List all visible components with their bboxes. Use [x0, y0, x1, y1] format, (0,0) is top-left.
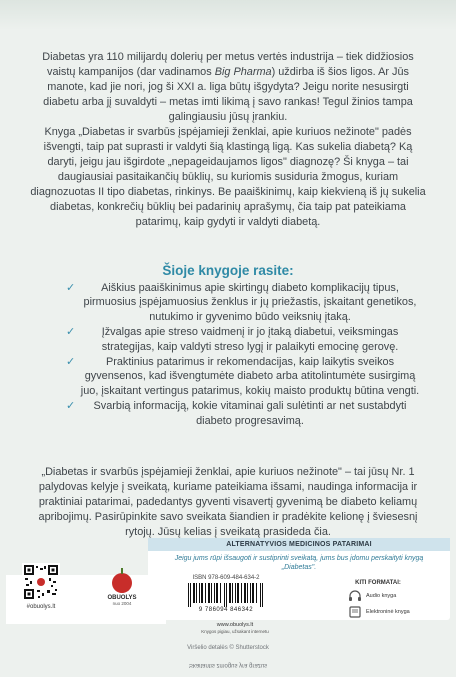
check-icon: ✓	[66, 355, 76, 369]
ebook-icon	[348, 606, 362, 618]
barcode-icon	[187, 583, 265, 607]
list-item: ✓ Įžvalgas apie streso vaidmenį ir jo įtaką diabetui, veiksmingas strategijas, kaip valdyti streso lygį ir palaikyti emocinę gerovę.	[66, 325, 399, 353]
format-item	[348, 590, 438, 602]
list-item: ✓ Svarbią informaciją, kokie vitaminai gali sulėtinti ar net sustabdyti diabeto progresavimą.	[66, 399, 407, 427]
description-paragraph: Knyga „Diabetas ir svarbūs įspėjamieji ženklai, apie kuriuos nežinote" padės išvengti, taip pat suprasti ir valdyti šią klastingą ligą. Kas sukelia diabetą? Ką daryti, jeigu jau išgirdote „nepageidaujamos ligos" diagnozę? Ši knyga – tai daugiausiai pasitaikančių būklių, su kuriomis susiduria žmogus, kuriam diagnozuotas II tipo diabetas, rinkinys. Be paaiškinimų, kaip kiekvieną iš jų sukelia diabetas, konkrečių būklių bei padarinių aprašymų, čia taip pat pateikiama patarimų, kaip gydyti ir valdyti diabetą.	[30, 126, 426, 228]
other-formats	[318, 580, 438, 618]
website-note: Knygos pigiau, užsakant internetu	[201, 629, 269, 634]
panel-header: ALTERNATYVIOS MEDICINOS PATARIMAI	[148, 538, 450, 551]
section-heading: Šioje knygoje rasite:	[162, 263, 294, 278]
headphones-icon	[348, 590, 362, 602]
format-label: Elektroninė knyga	[366, 609, 410, 615]
intro-paragraph: Diabetas yra 110 milijardų dolerių per metus vertės industrija – tiek didžiosios vaistų kampanijos (dar vadinamos Big Pharma) uždirba iš šios ligos. Ar Jūs manote, kad jie nori, jog ši XXI a. liga būtų išgydyta? Jeigu norite nesusirgti diabetu arba jį suvaldyti – metas imti likimą į savo rankas! Tegul žinios tampa galingiausiu jūsų įrankiu.	[42, 51, 414, 123]
formats-title: KITI FORMATAI:	[355, 580, 401, 586]
publisher-logo	[100, 573, 144, 621]
publisher-name: OBUOLYS	[107, 595, 137, 601]
qr-code-icon[interactable]	[22, 563, 60, 601]
list-item: ✓ Aiškius paaiškinimus apie skirtingų diabeto komplikacijų tipus, pirmuosius įspėjamuosius ženklus ir jų priežastis, įskaitant genetikos, nutukimo ir gyvenimo būdo veiksnių įtaką.	[66, 281, 417, 323]
feature-list	[66, 281, 420, 429]
format-item	[348, 606, 438, 618]
check-icon: ✓	[66, 325, 76, 339]
check-icon: ✓	[66, 399, 76, 413]
list-item: ✓ Praktinius patarimus ir rekomendacijas, kaip laikytis sveikos gyvensenos, kad išvengtumėte diabeto arba atitolintumėte susirgimą juo, įskaitant vertingus patarimus, kokių maisto produktų būtina vengti.	[66, 355, 420, 397]
qr-caption: #obuolys.lt	[26, 604, 56, 610]
website-link[interactable]: www.obuolys.lt	[216, 622, 254, 628]
barcode-block	[176, 575, 276, 617]
barcode-number: 9 786094 846342	[198, 607, 254, 613]
check-icon: ✓	[66, 281, 76, 294]
apple-icon	[112, 573, 132, 593]
format-label: Audio knyga	[366, 593, 397, 599]
panel-subtitle: Jeigu jums rūpi išsaugoti ir sustiprinti sveikatą, jums bus įdomu perskaityti knygą „Diabetas".	[174, 555, 424, 571]
isbn: ISBN 978-609-484-634-2	[192, 575, 260, 581]
image-credit: Viršelio detalės © Shutterstock	[187, 645, 269, 651]
top-band	[0, 0, 456, 30]
mirrored-note: Skaitantis žmogus yra gražus	[188, 662, 268, 668]
publisher-since: nuo 2004	[112, 601, 132, 606]
closing-paragraph: „Diabetas ir svarbūs įspėjamieji ženklai, apie kuriuos nežinote" – tai jūsų Nr. 1 palydovas kelyje į sveikatą, kuriame pateikiama išsami, naudinga informacija ir praktiniai patarimai, padedantys gyventi visavertį gyvenimą be diabeto keliamų apribojimų. Pasirūpinkite savo sveikata šiandien ir pradėkite kelionę į šviesesnį rytojų. Jūsų kelias į sveikatą prasideda čia.	[38, 466, 418, 538]
